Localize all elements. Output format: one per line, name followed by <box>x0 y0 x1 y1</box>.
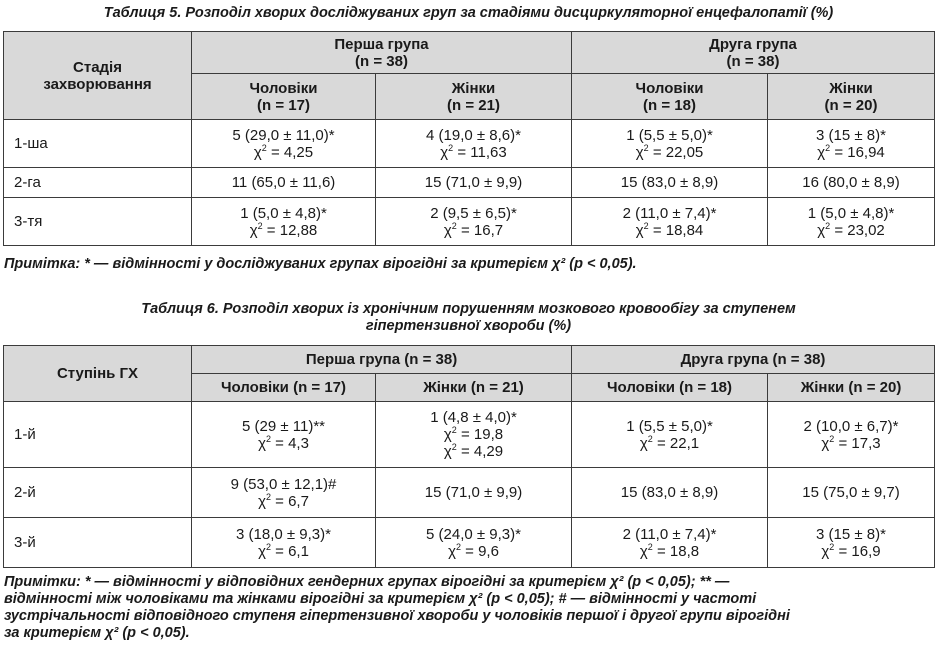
stage-label: 2-га <box>4 168 192 198</box>
data-cell: 2 (10,0 ± 6,7)* $\chi^2 = 17,3$ <box>768 402 935 468</box>
data-cell: 3 (15 ± 8)* $\chi^2 = 16,9$ <box>768 518 935 568</box>
data-cell: 2 (11,0 ± 7,4)* $\chi^2 = 18,84$ <box>572 198 768 246</box>
table-row <box>4 518 935 568</box>
data-cell: 4 (19,0 ± 8,6)* $\chi^2 = 11,63$ <box>376 120 572 168</box>
data-cell: 5 (29 ± 11)** $\chi^2 = 4,3$ <box>192 402 376 468</box>
table6-group1-header: Перша група (n = 38) <box>192 346 572 374</box>
data-cell: 1 (4,8 ± 4,0)* $\chi^2 = 19,8$ $\chi^2 = 4,29$ <box>376 402 572 468</box>
data-cell: 15 (75,0 ± 9,7) <box>768 468 935 518</box>
data-cell: 1 (5,0 ± 4,8)* $\chi^2 = 12,88$ <box>192 198 376 246</box>
stage-label: 1-ша <box>4 120 192 168</box>
data-cell: 5 (29,0 ± 11,0)* $\chi^2 = 4,25$ <box>192 120 376 168</box>
table6-note: Примітки: * — відмінності у відповідних гендерних групах вірогідні за критерієм χ² (р < 0,05); ** — відмінності між чоловіками та жінками вірогідні за критерієм χ² (р < 0,05); # — відмінності у частоті зустрічальності відповідного ступеня гіпертензивної хвороби у чоловіків першої і другої групи вірогідні за критерієм χ² (р < 0,05). <box>4 574 790 641</box>
table6-subheader: Чоловіки (n = 17) <box>192 374 376 402</box>
data-cell: 2 (11,0 ± 7,4)* $\chi^2 = 18,8$ <box>572 518 768 568</box>
table5-group2-header: Друга група (n = 38) <box>572 32 935 74</box>
table5-title: Таблиця 5. Розподіл хворих досліджуваних груп за стадіями дисциркуляторної енцефалопатії (%) <box>103 5 834 21</box>
data-cell: 1 (5,0 ± 4,8)* $\chi^2 = 23,02$ <box>768 198 935 246</box>
table5-subheader: Жінки (n = 21) <box>376 74 572 120</box>
data-cell: 3 (18,0 ± 9,3)* $\chi^2 = 6,1$ <box>192 518 376 568</box>
table5-subheader: Жінки (n = 20) <box>768 74 935 120</box>
table-row <box>4 468 935 518</box>
table6-stage-header: Ступінь ГХ <box>4 346 192 402</box>
data-cell: 5 (24,0 ± 9,3)* $\chi^2 = 9,6$ <box>376 518 572 568</box>
table-row <box>4 402 935 468</box>
data-cell: 11 (65,0 ± 11,6) <box>192 168 376 198</box>
table5-stage-header: Стадія захворювання <box>4 32 192 120</box>
table6-subheader: Жінки (n = 20) <box>768 374 935 402</box>
table-row <box>4 120 935 168</box>
data-cell: 9 (53,0 ± 12,1)# $\chi^2 = 6,7$ <box>192 468 376 518</box>
table6-title: Таблиця 6. Розподіл хворих із хронічним порушенням мозкового кровообігу за ступенем гіпертензивної хвороби (%) <box>141 301 796 334</box>
data-cell: 16 (80,0 ± 8,9) <box>768 168 935 198</box>
data-cell: 15 (71,0 ± 9,9) <box>376 168 572 198</box>
data-cell: 1 (5,5 ± 5,0)* $\chi^2 = 22,05$ <box>572 120 768 168</box>
data-cell: 3 (15 ± 8)* $\chi^2 = 16,94$ <box>768 120 935 168</box>
stage-label: 1-й <box>4 402 192 468</box>
table-row <box>4 168 935 198</box>
table6-subheader: Чоловіки (n = 18) <box>572 374 768 402</box>
data-cell: 2 (9,5 ± 6,5)* $\chi^2 = 16,7$ <box>376 198 572 246</box>
table6-group2-header: Друга група (n = 38) <box>572 346 935 374</box>
table5-note: Примітка: * — відмінності у досліджуваних групах вірогідні за критерієм χ² (р < 0,05). <box>4 256 637 272</box>
data-cell: 15 (71,0 ± 9,9) <box>376 468 572 518</box>
table5-subheader: Чоловіки (n = 17) <box>192 74 376 120</box>
table-row <box>4 198 935 246</box>
table5-group1-header: Перша група (n = 38) <box>192 32 572 74</box>
table6 <box>3 345 935 568</box>
table5-subheader: Чоловіки (n = 18) <box>572 74 768 120</box>
data-cell: 15 (83,0 ± 8,9) <box>572 168 768 198</box>
table6-subheader: Жінки (n = 21) <box>376 374 572 402</box>
data-cell: 1 (5,5 ± 5,0)* $\chi^2 = 22,1$ <box>572 402 768 468</box>
stage-label: 3-й <box>4 518 192 568</box>
table5 <box>3 31 935 246</box>
stage-label: 2-й <box>4 468 192 518</box>
stage-label: 3-тя <box>4 198 192 246</box>
data-cell: 15 (83,0 ± 8,9) <box>572 468 768 518</box>
